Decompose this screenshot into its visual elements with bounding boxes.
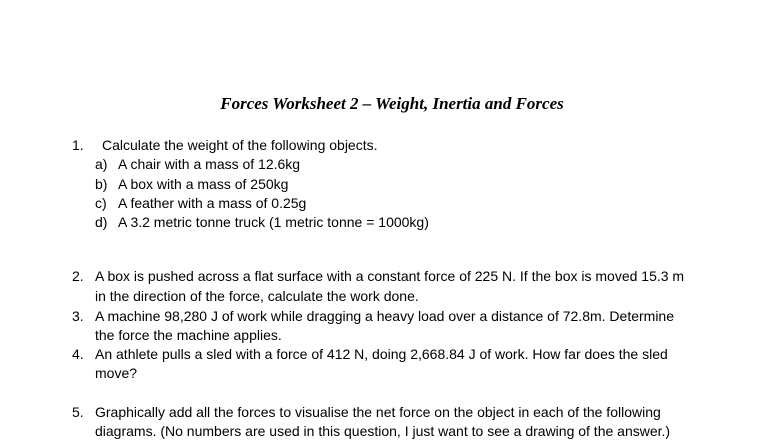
question-1-part-a-text: A chair with a mass of 12.6kg <box>118 156 301 172</box>
question-1-part-d-label: d) <box>95 214 108 230</box>
question-5-line-1: Graphically add all the forces to visualise the net force on the object in each of the following <box>95 404 661 420</box>
question-4-number: 4. <box>72 346 84 362</box>
question-1-part-c-label: c) <box>95 195 107 211</box>
question-5-line-2: diagrams. (No numbers are used in this question, I just want to see a drawing of the answer.) <box>95 423 671 439</box>
question-1-part-b-text: A box with a mass of 250kg <box>118 176 289 192</box>
question-1-text: Calculate the weight of the following objects. <box>102 137 378 153</box>
question-4-line-1: An athlete pulls a sled with a force of 412 N, doing 2,668.84 J of work. How far does the sled <box>95 346 668 362</box>
question-5-number: 5. <box>72 404 84 420</box>
question-2-line-2: in the direction of the force, calculate the work done. <box>95 288 419 304</box>
question-1-number: 1. <box>72 137 84 153</box>
worksheet-title: Forces Worksheet 2 – Weight, Inertia and Forces <box>220 94 564 113</box>
question-3-line-2: the force the machine applies. <box>95 327 282 343</box>
question-2-number: 2. <box>72 268 84 284</box>
question-1-part-a-label: a) <box>95 156 108 172</box>
question-1-part-c-text: A feather with a mass of 0.25g <box>118 195 307 211</box>
question-2-line-1: A box is pushed across a flat surface with a constant force of 225 N. If the box is moved 15.3 m <box>95 268 685 284</box>
question-1-part-b-label: b) <box>95 176 108 192</box>
question-1-part-d-text: A 3.2 metric tonne truck (1 metric tonne = 1000kg) <box>118 214 429 230</box>
question-3-line-1: A machine 98,280 J of work while dragging a heavy load over a distance of 72.8m. Determine <box>95 308 674 324</box>
question-3-number: 3. <box>72 308 84 324</box>
question-4-line-2: move? <box>95 365 138 381</box>
